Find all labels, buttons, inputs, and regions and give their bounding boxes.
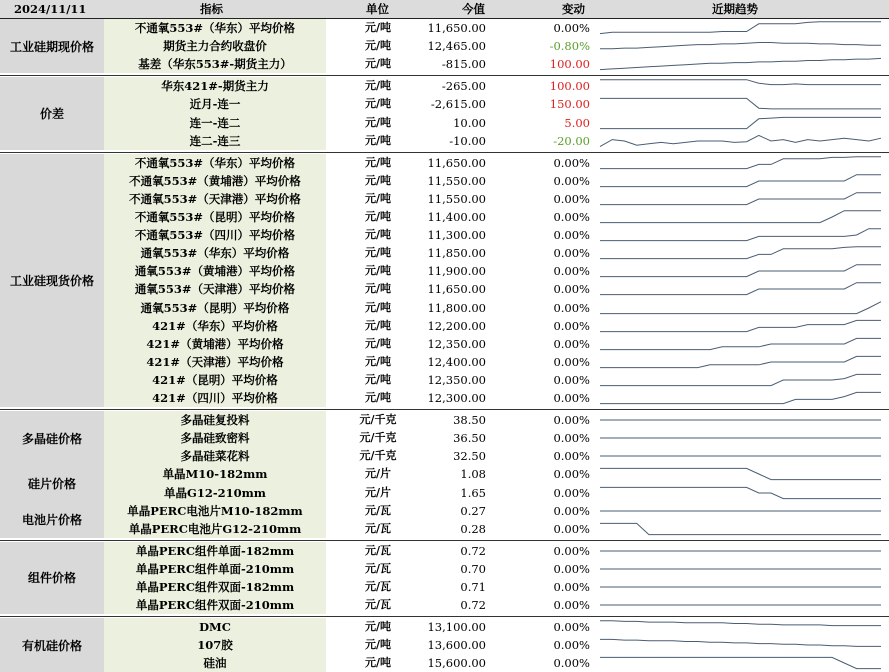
indicator-label: 单晶PERC组件双面-182mm	[135, 580, 295, 594]
indicator-label: 通氧553#（华东）平均价格	[140, 246, 290, 261]
unit-label: 元/吨	[364, 620, 392, 634]
change-value: 0.00%	[553, 620, 590, 635]
trend-sparkline	[596, 95, 885, 113]
trend-sparkline	[596, 19, 885, 37]
change-value: 5.00	[564, 115, 590, 130]
change-value: 0.00%	[553, 561, 590, 576]
trend-sparkline	[596, 371, 885, 389]
indicator-label: 单晶PERC组件双面-210mm	[135, 598, 295, 613]
trend-sparkline	[596, 560, 885, 578]
indicator-label: 不通氧553#（四川）平均价格	[134, 228, 296, 243]
change-value: 0.00%	[553, 300, 590, 315]
current-value: 11,650.00	[427, 21, 486, 35]
change-value: 0.00%	[553, 467, 590, 482]
header-trend: 近期趋势	[712, 2, 758, 16]
current-value: 11,550.00	[427, 173, 486, 188]
indicator-label: 期货主力合约收盘价	[163, 39, 267, 54]
change-value: -20.00	[553, 133, 590, 148]
change-value: 0.00%	[553, 580, 590, 594]
current-value: 0.27	[460, 503, 486, 518]
indicator-label: 421#（华东）平均价格	[152, 318, 278, 333]
change-value: 0.00%	[553, 598, 590, 613]
trend-line	[600, 43, 881, 49]
trend-sparkline	[596, 317, 885, 335]
current-value: -265.00	[441, 79, 486, 94]
change-value: 0.00%	[553, 449, 590, 464]
indicator-label: 不通氧553#（昆明）平均价格	[134, 210, 296, 224]
trend-sparkline	[596, 335, 885, 353]
trend-line	[600, 338, 881, 349]
unit-label: 元/吨	[364, 318, 392, 332]
trend-line	[600, 640, 881, 647]
change-value: 0.00%	[553, 543, 590, 558]
trend-sparkline	[596, 636, 885, 654]
trend-sparkline	[596, 226, 885, 244]
current-value: 12,465.00	[427, 39, 486, 54]
current-value: 11,650.00	[427, 155, 486, 170]
indicator-label: 通氧553#（天津港）平均价格	[134, 282, 296, 297]
current-value: 15,600.00	[427, 656, 486, 671]
trend-sparkline	[596, 618, 885, 636]
indicator-label: 107胶	[197, 638, 233, 653]
change-value: -0.80%	[549, 39, 590, 54]
indicator-label: 421#（黄埔港）平均价格	[146, 336, 284, 351]
trend-line	[600, 229, 881, 241]
current-value: 36.50	[453, 431, 486, 446]
indicator-label: 通氧553#（黄埔港）平均价格	[134, 264, 296, 279]
indicator-label: 单晶M10-182mm	[162, 467, 268, 482]
trend-line	[600, 301, 881, 313]
unit-label: 元/吨	[364, 246, 392, 260]
trend-sparkline	[596, 154, 885, 172]
indicator-label: 不通氧553#（华东）平均价格	[134, 155, 296, 170]
trend-sparkline	[596, 208, 885, 226]
unit-label: 元/吨	[364, 57, 392, 71]
change-value: 0.00%	[553, 191, 590, 206]
header-indicator: 指标	[200, 2, 223, 16]
indicator-label: 连二-连三	[189, 133, 241, 148]
trend-line	[600, 658, 881, 669]
unit-label: 元/吨	[364, 391, 392, 404]
trend-sparkline	[596, 299, 885, 317]
trend-sparkline	[596, 484, 885, 502]
indicator-label: 通氧553#（昆明）平均价格	[140, 300, 290, 315]
current-value: 1.08	[460, 467, 486, 482]
indicator-label: 单晶PERC电池片G12-210mm	[128, 521, 302, 536]
header-date: 2024/11/11	[14, 2, 87, 16]
change-value: 150.00	[549, 97, 590, 112]
trend-sparkline	[596, 132, 885, 150]
unit-label: 元/吨	[364, 300, 392, 314]
current-value: 13,100.00	[427, 620, 486, 635]
indicator-label: 多晶硅致密料	[180, 431, 250, 446]
trend-line	[600, 99, 881, 110]
unit-label: 元/吨	[364, 264, 392, 278]
unit-label: 元/瓦	[364, 598, 392, 612]
category-label: 有机硅价格	[0, 618, 104, 672]
unit-label: 元/吨	[364, 21, 392, 34]
category-label: 电池片价格	[0, 502, 104, 538]
unit-label: 元/吨	[364, 79, 392, 93]
trend-line	[600, 356, 881, 367]
change-value: 0.00%	[553, 431, 590, 446]
trend-sparkline	[596, 244, 885, 262]
trend-sparkline	[596, 596, 885, 614]
change-value: 0.00%	[553, 173, 590, 188]
trend-line	[600, 487, 881, 498]
trend-line	[600, 523, 881, 534]
current-value: 12,350.00	[427, 336, 486, 351]
current-value: 1.65	[460, 485, 486, 500]
current-value: 12,350.00	[427, 372, 486, 387]
trend-line	[600, 156, 881, 168]
unit-label: 元/吨	[364, 228, 392, 242]
trend-line	[600, 174, 881, 186]
unit-label: 元/吨	[364, 115, 392, 129]
current-value: 13,600.00	[427, 638, 486, 653]
trend-sparkline	[596, 654, 885, 672]
unit-label: 元/吨	[364, 282, 392, 296]
indicator-label: 多晶硅复投料	[180, 413, 250, 428]
header-unit: 单位	[366, 2, 389, 16]
trend-line	[600, 80, 881, 85]
unit-label: 元/千克	[359, 449, 397, 463]
current-value: -815.00	[441, 57, 486, 72]
trend-line	[600, 469, 881, 480]
change-value: 0.00%	[553, 391, 590, 405]
change-value: 0.00%	[553, 246, 590, 261]
indicator-label: 不通氧553#（黄埔港）平均价格	[129, 173, 301, 188]
category-label: 工业硅期现价格	[0, 19, 104, 73]
trend-sparkline	[596, 262, 885, 280]
unit-label: 元/片	[364, 467, 392, 481]
category-label: 工业硅现货价格	[0, 154, 104, 407]
trend-line	[600, 59, 881, 70]
change-value: 0.00%	[553, 503, 590, 518]
unit-label: 元/吨	[364, 97, 392, 111]
header-value: 今值	[462, 2, 485, 16]
change-value: 0.00%	[553, 372, 590, 387]
trend-line	[600, 374, 881, 385]
trend-sparkline	[596, 77, 885, 95]
current-value: 11,550.00	[427, 191, 486, 206]
group-separator	[0, 616, 889, 617]
trend-sparkline	[596, 280, 885, 298]
trend-sparkline	[596, 389, 885, 407]
indicator-label: 硅油	[203, 656, 227, 671]
indicator-label: 多晶硅菜花料	[180, 449, 250, 464]
current-value: 0.28	[460, 521, 486, 536]
trend-line	[600, 320, 881, 331]
current-value: 0.70	[460, 561, 486, 576]
group-separator	[0, 540, 889, 541]
indicator-label: 近月-连一	[189, 97, 241, 112]
change-value: 100.00	[549, 79, 590, 94]
current-value: 12,300.00	[427, 391, 486, 405]
trend-sparkline	[596, 37, 885, 55]
group-separator	[0, 152, 889, 153]
indicator-label: 单晶PERC组件单面-182mm	[135, 543, 295, 558]
indicator-label: 单晶PERC电池片M10-182mm	[127, 503, 303, 518]
unit-label: 元/吨	[364, 336, 392, 350]
trend-sparkline	[596, 542, 885, 560]
current-value: 0.72	[460, 598, 486, 613]
trend-sparkline	[596, 447, 885, 465]
trend-sparkline	[596, 172, 885, 190]
indicator-label: 421#（四川）平均价格	[152, 391, 278, 405]
unit-label: 元/吨	[364, 39, 392, 53]
current-value: 11,400.00	[427, 210, 486, 224]
group-separator	[0, 75, 889, 76]
indicator-label: 单晶G12-210mm	[164, 485, 266, 500]
indicator-label: 连一-连二	[189, 115, 241, 130]
trend-line	[600, 265, 881, 277]
category-label: 价差	[0, 77, 104, 149]
unit-label: 元/吨	[364, 354, 392, 368]
current-value: 0.72	[460, 543, 486, 558]
current-value: 12,200.00	[427, 318, 486, 333]
indicator-label: 不通氧553#（天津港）平均价格	[129, 191, 301, 206]
unit-label: 元/千克	[359, 413, 397, 427]
change-value: 100.00	[549, 57, 590, 72]
trend-sparkline	[596, 429, 885, 447]
current-value: 32.50	[453, 449, 486, 464]
trend-line	[600, 135, 881, 146]
current-value: 11,650.00	[427, 282, 486, 297]
trend-sparkline	[596, 465, 885, 483]
unit-label: 元/吨	[364, 372, 392, 386]
indicator-label: 不通氧553#（华东）平均价格	[134, 21, 296, 35]
current-value: 11,800.00	[427, 300, 486, 315]
current-value: 12,400.00	[427, 354, 486, 369]
trend-line	[600, 392, 881, 403]
header-change: 变动	[562, 2, 585, 16]
unit-label: 元/片	[364, 485, 392, 499]
current-value: 11,900.00	[427, 264, 486, 279]
current-value: 0.71	[460, 580, 486, 594]
current-value: 38.50	[453, 413, 486, 428]
unit-label: 元/瓦	[364, 503, 392, 517]
trend-sparkline	[596, 578, 885, 596]
trend-sparkline	[596, 190, 885, 208]
indicator-label: 421#（天津港）平均价格	[146, 354, 284, 369]
unit-label: 元/吨	[364, 638, 392, 652]
unit-label: 元/吨	[364, 173, 392, 187]
change-value: 0.00%	[553, 485, 590, 500]
unit-label: 元/吨	[364, 191, 392, 205]
unit-label: 元/瓦	[364, 580, 392, 593]
current-value: 10.00	[453, 115, 486, 130]
unit-label: 元/瓦	[364, 561, 392, 575]
change-value: 0.00%	[553, 656, 590, 671]
change-value: 0.00%	[553, 638, 590, 653]
unit-label: 元/吨	[364, 155, 392, 169]
trend-sparkline	[596, 353, 885, 371]
trend-sparkline	[596, 114, 885, 132]
unit-label: 元/吨	[364, 210, 392, 223]
trend-line	[600, 247, 881, 259]
group-separator	[0, 409, 889, 410]
change-value: 0.00%	[553, 413, 590, 428]
unit-label: 元/瓦	[364, 521, 392, 535]
unit-label: 元/吨	[364, 133, 392, 147]
current-value: -10.00	[449, 133, 486, 148]
change-value: 0.00%	[553, 264, 590, 279]
change-value: 0.00%	[553, 282, 590, 297]
trend-line	[600, 117, 881, 128]
category-label: 硅片价格	[0, 465, 104, 501]
change-value: 0.00%	[553, 318, 590, 333]
trend-line	[600, 211, 881, 223]
change-value: 0.00%	[553, 21, 590, 35]
trend-sparkline	[596, 55, 885, 73]
unit-label: 元/瓦	[364, 543, 392, 557]
current-value: 11,850.00	[427, 246, 486, 261]
change-value: 0.00%	[553, 336, 590, 351]
trend-sparkline	[596, 411, 885, 429]
category-label: 多晶硅价格	[0, 411, 104, 465]
trend-line	[600, 283, 881, 295]
trend-sparkline	[596, 520, 885, 538]
indicator-label: DMC	[199, 620, 231, 635]
change-value: 0.00%	[553, 228, 590, 243]
unit-label: 元/千克	[359, 431, 397, 445]
unit-label: 元/吨	[364, 656, 392, 670]
category-label: 组件价格	[0, 542, 104, 614]
trend-line	[600, 193, 881, 205]
trend-sparkline	[596, 502, 885, 520]
indicator-label: 421#（昆明）平均价格	[152, 372, 278, 387]
indicator-label: 单晶PERC组件单面-210mm	[135, 561, 295, 576]
change-value: 0.00%	[553, 155, 590, 170]
trend-line	[600, 22, 881, 34]
trend-line	[600, 621, 881, 626]
change-value: 0.00%	[553, 521, 590, 536]
change-value: 0.00%	[553, 354, 590, 369]
indicator-label: 基差（华东553#-期货主力）	[138, 57, 292, 72]
indicator-label: 华东421#-期货主力	[161, 79, 269, 94]
current-value: -2,615.00	[430, 97, 486, 112]
change-value: 0.00%	[553, 210, 590, 224]
current-value: 11,300.00	[427, 228, 486, 243]
